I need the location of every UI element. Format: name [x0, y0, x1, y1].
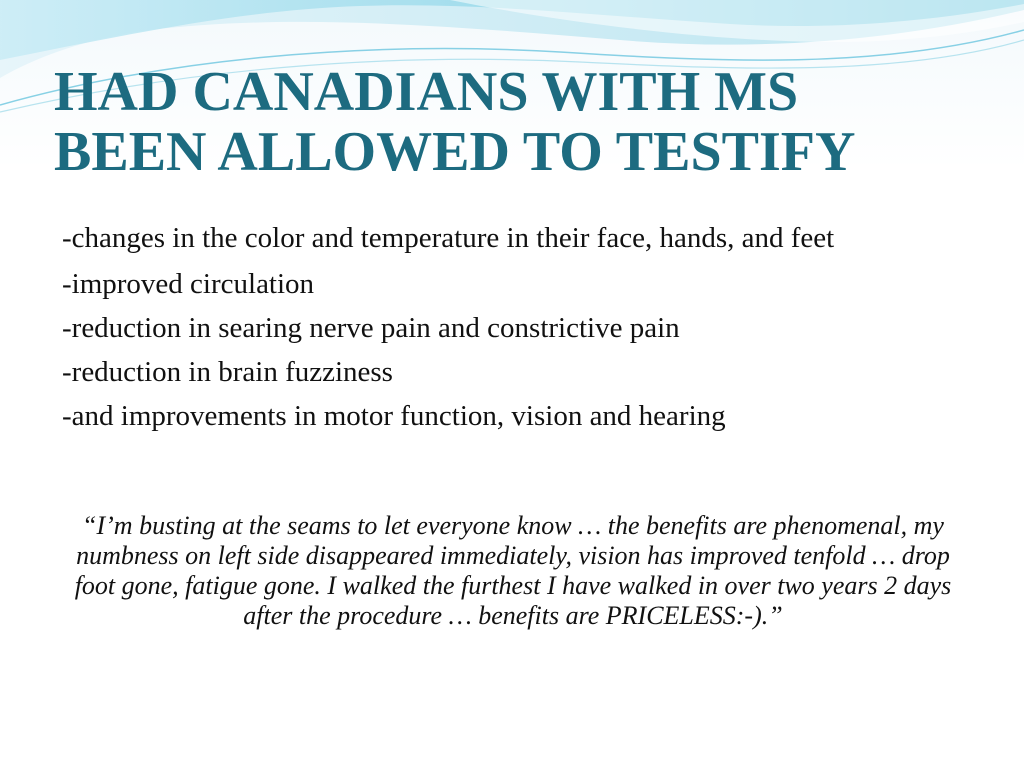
slide-title: [54, 62, 994, 182]
bullet-item: -improved circulation: [62, 268, 315, 300]
bullet-item: -changes in the color and temperature in their face, hands, and feet: [62, 222, 835, 254]
bullet-item: -reduction in brain fuzziness: [62, 356, 393, 388]
slide-title-line-2: BEEN ALLOWED TO TESTIFY: [54, 121, 856, 183]
bullet-list: [62, 222, 964, 444]
testimonial-quote: “I’m busting at the seams to let everyone know … the benefits are phenomenal, my numbness on left side disappeared immediately, vision has improved tenfold … drop foot gone, fatigue gone. I walked the furthest I have walked in over two years 2 days after the procedure … benefits are PRICELESS:-).”: [74, 511, 952, 630]
slide-title-line-1: HAD CANADIANS WITH MS: [54, 61, 799, 123]
bullet-item: -reduction in searing nerve pain and constrictive pain: [62, 312, 680, 344]
bullet-item: -and improvements in motor function, vision and hearing: [62, 400, 726, 432]
